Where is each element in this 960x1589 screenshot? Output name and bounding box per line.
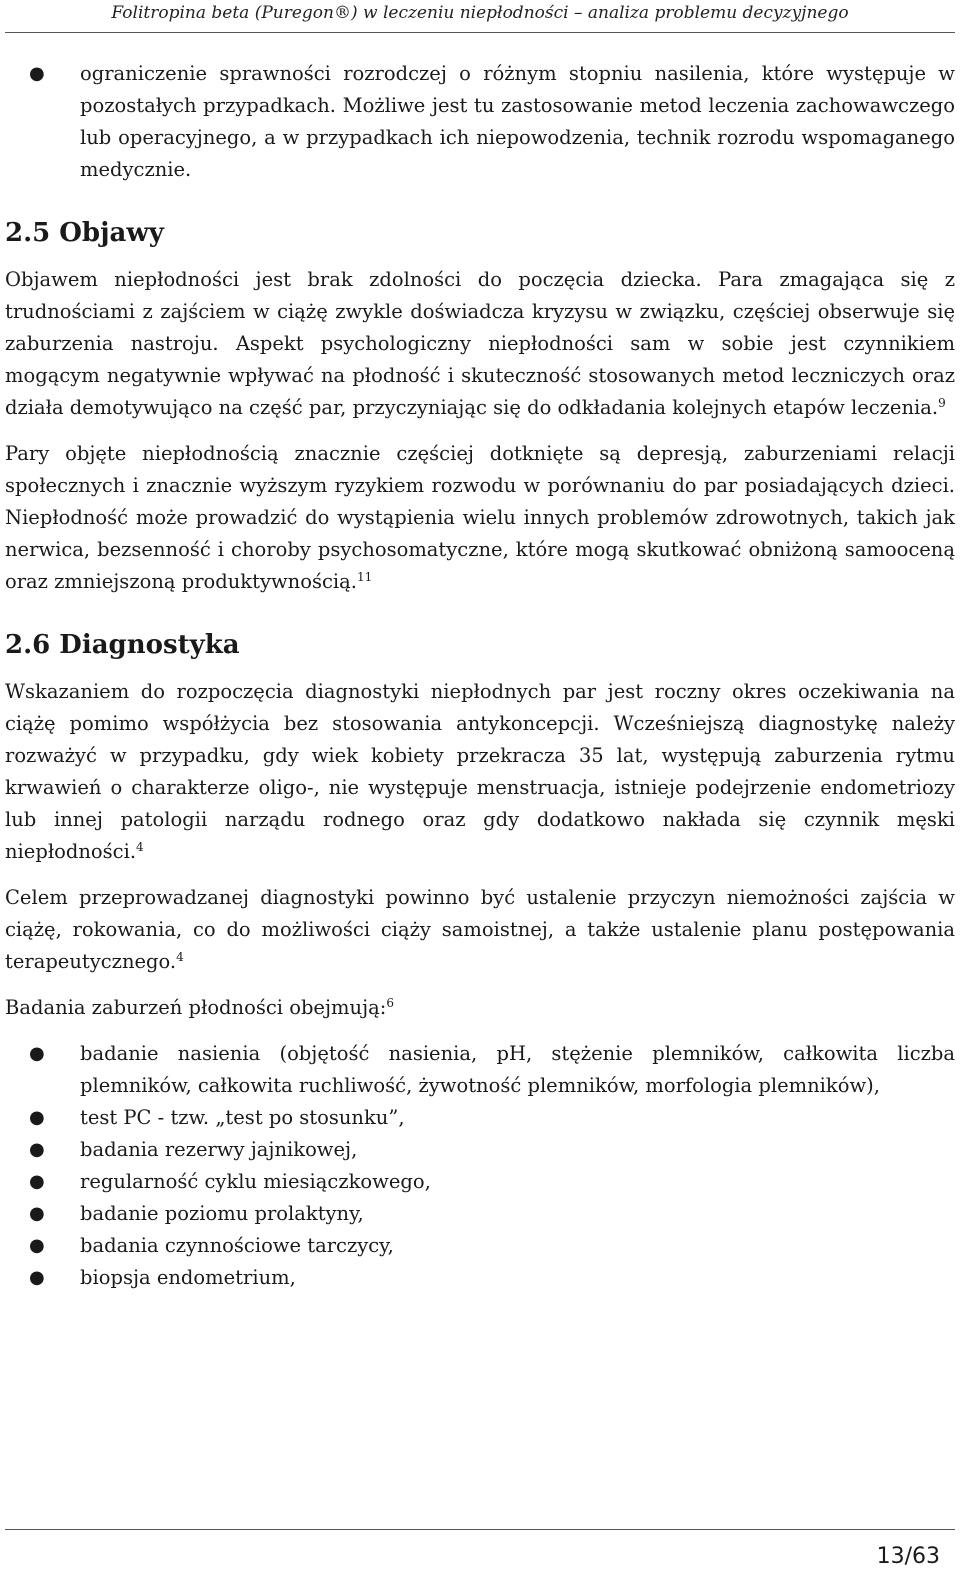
paragraph	[5, 882, 955, 978]
list-item	[5, 58, 955, 186]
list-item-text: badanie poziomu prolaktyny,	[80, 1202, 364, 1225]
paragraph-text: Objawem niepłodności jest brak zdolności do poczęcia dziecka. Para zmagająca się z trudnościami z zajściem w ciążę zwykle doświadcza kryzysu w związku, częściej obserwuje się zaburzenia nastroju. Aspekt psychologiczny niepłodności sam w sobie jest czynnikiem mogącym negatywnie wpływać na płodność i skuteczność stosowanych metod leczniczych oraz działa demotywująco na część par, przyczyniając się do odkładania kolejnych etapów leczenia.	[5, 268, 955, 419]
list-item-text: badania rezerwy jajnikowej,	[80, 1138, 358, 1161]
bullet-icon: ●	[29, 1107, 45, 1128]
list-item-text: test PC - tzw. „test po stosunku”,	[80, 1106, 405, 1129]
footnote-ref: 9	[938, 396, 946, 410]
bullet-icon: ●	[29, 1267, 45, 1288]
footnote-ref: 6	[386, 996, 394, 1010]
bullet-icon: ●	[29, 1171, 45, 1192]
list-item-text: regularność cyklu miesiączkowego,	[80, 1170, 431, 1193]
paragraph-text: Wskazaniem do rozpoczęcia diagnostyki niepłodnych par jest roczny okres oczekiwania na ciążę pomimo współżycia bez stosowania antykoncepcji. Wcześniejszą diagnostykę należy rozważyć w przypadku, gdy wiek kobiety przekracza 35 lat, występują zaburzenia rytmu krwawień o charakterze oligo-, nie występuje menstruacja, istnieje podejrzenie endometriozy lub innej patologii narządu rodnego oraz gdy dodatkowo nakłada się czynnik męski niepłodności.	[5, 680, 955, 863]
footnote-ref: 4	[136, 840, 144, 854]
header-divider	[5, 32, 955, 33]
footnote-ref: 4	[176, 950, 184, 964]
list-item-text: biopsja endometrium,	[80, 1266, 296, 1289]
page-number: 13/63	[876, 1544, 940, 1569]
paragraph	[5, 676, 955, 868]
list-item	[5, 1166, 955, 1198]
bullet-icon: ●	[29, 1203, 45, 1224]
list-item	[5, 1262, 955, 1294]
section-heading-objawy: 2.5 Objawy	[5, 218, 164, 248]
paragraph	[5, 438, 955, 598]
bullet-icon: ●	[29, 1235, 45, 1256]
diagnostics-list	[5, 1038, 955, 1294]
list-item-text: ograniczenie sprawności rozrodczej o różnym stopniu nasilenia, które występuje w pozostałych przypadkach. Możliwe jest tu zastosowanie metod leczenia zachowawczego lub operacyjnego, a w przypadkach ich niepowodzenia, technik rozrodu wspomaganego medycznie.	[80, 62, 955, 181]
list-item-text: badanie nasienia (objętość nasienia, pH, stężenie plemników, całkowita liczba plemników, całkowita ruchliwość, żywotność plemników, morfologia plemników),	[80, 1042, 955, 1097]
paragraph	[5, 992, 955, 1024]
list-item	[5, 1230, 955, 1262]
paragraph-text: Celem przeprowadzanej diagnostyki powinno być ustalenie przyczyn niemożności zajścia w ciążę, rokowania, co do możliwości ciąży samoistnej, a także ustalenie planu postępowania terapeutycznego.	[5, 886, 955, 973]
paragraph-text: Badania zaburzeń płodności obejmują:	[5, 996, 387, 1019]
list-item-text: badania czynnościowe tarczycy,	[80, 1234, 394, 1257]
paragraph-text: Pary objęte niepłodnością znacznie częściej dotknięte są depresją, zaburzeniami relacji społecznych i znacznie wyższym ryzykiem rozwodu w porównaniu do par posiadających dzieci. Niepłodność może prowadzić do wystąpienia wielu innych problemów zdrowotnych, takich jak nerwica, bezsenność i choroby psychosomatyczne, które mogą skutkować obniżoną samooceną oraz zmniejszoną produktywnością.	[5, 442, 955, 593]
page-content	[5, 58, 955, 1294]
bullet-icon: ●	[29, 1139, 45, 1160]
section-heading-diagnostyka: 2.6 Diagnostyka	[5, 630, 240, 660]
bullet-icon: ●	[29, 63, 45, 84]
bullet-icon: ●	[29, 1043, 45, 1064]
list-item	[5, 1134, 955, 1166]
running-header: Folitropina beta (Puregon®) w leczeniu niepłodności – analiza problemu decyzyjnego	[111, 3, 849, 23]
footnote-ref: 11	[356, 570, 373, 584]
top-bullet-list	[5, 58, 955, 186]
footer-divider	[5, 1529, 955, 1530]
paragraph	[5, 264, 955, 424]
list-item	[5, 1198, 955, 1230]
list-item	[5, 1038, 955, 1102]
list-item	[5, 1102, 955, 1134]
